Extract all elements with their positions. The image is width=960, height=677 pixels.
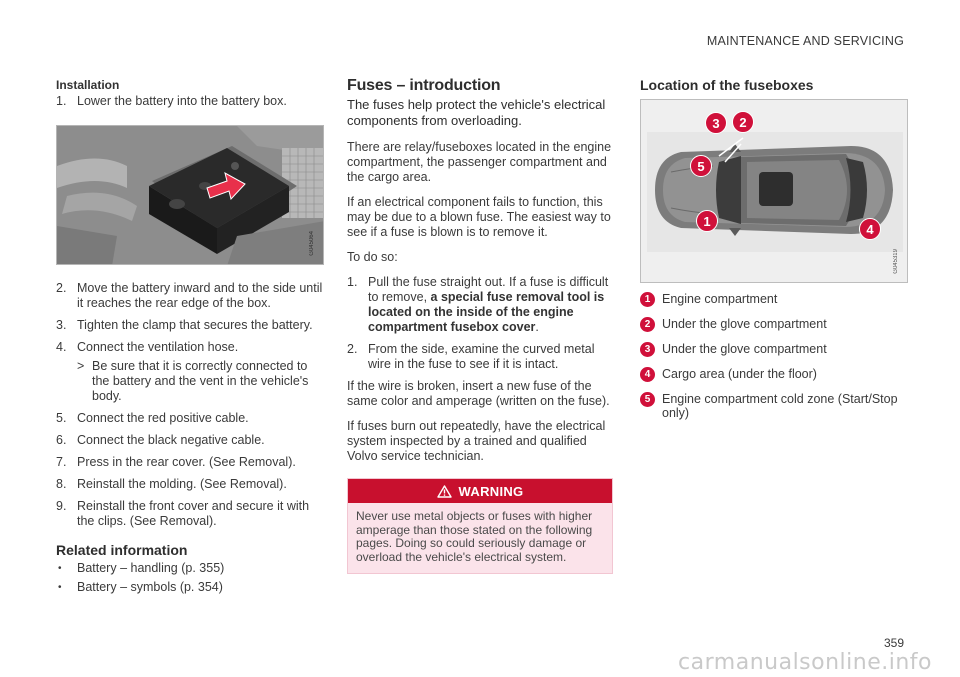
substep-text: Be sure that it is correctly connected to the battery and the vent in the vehicle's body.: [92, 359, 309, 403]
paragraph: If fuses burn out repeatedly, have the electrical system inspected by a trained and qualified Volvo service technician.: [347, 419, 606, 463]
legend-item: [640, 342, 908, 356]
related-link-text[interactable]: Battery – handling (p. 355): [77, 561, 225, 575]
related-links: [56, 561, 324, 595]
legend-text: Under the glove compartment: [662, 342, 827, 356]
step-number: 2.: [347, 342, 358, 356]
related-information-heading: Related information: [56, 542, 188, 558]
fuses-column: [347, 78, 613, 574]
bullet: •: [58, 582, 62, 593]
step-text-end: .: [535, 320, 539, 334]
legend-badge: 1: [640, 292, 655, 307]
fuses-heading: Fuses – introduction: [347, 77, 501, 94]
figure-code: G045319: [893, 249, 899, 274]
warning-title: WARNING: [458, 483, 524, 499]
step-number: 1.: [56, 94, 67, 108]
warning-text: Never use metal objects or fuses with higher amperage than those stated on the following pages. Doing so could seriously damage or overload the vehicle's electrical system.: [356, 509, 593, 564]
step-item: [56, 411, 324, 426]
step-item: [56, 433, 324, 448]
step-text: From the side, examine the curved metal wire in the fuse to see if it is intact.: [368, 342, 595, 371]
installation-heading: Installation: [56, 78, 120, 92]
battery-illustration-icon: [57, 126, 324, 265]
section-title: MAINTENANCE AND SERVICING: [706, 34, 904, 48]
step-item: [56, 281, 324, 311]
fuses-intro: The fuses help protect the vehicle's electrical components from overloading.: [347, 97, 606, 128]
legend-badge: 5: [640, 392, 655, 407]
legend-item: [640, 367, 908, 381]
step-item: [56, 477, 324, 492]
step-item: [56, 318, 324, 333]
step-item: [347, 342, 613, 372]
step-number: 3.: [56, 318, 67, 332]
step-text: Lower the battery into the battery box.: [77, 94, 287, 108]
step-item: [56, 499, 324, 529]
related-link-text[interactable]: Battery – symbols (p. 354): [77, 580, 223, 594]
step-number: 2.: [56, 281, 67, 295]
legend-item: [640, 292, 908, 306]
legend-badge: 2: [640, 317, 655, 332]
car-badge-2: 2: [732, 111, 754, 133]
step-text: Connect the black negative cable.: [77, 433, 265, 447]
fusebox-location-figure: [640, 99, 908, 283]
substep-marker: >: [77, 359, 85, 373]
legend-badge: 4: [640, 367, 655, 382]
paragraph: There are relay/fuseboxes located in the engine compartment, the passenger compartment and the cargo area.: [347, 140, 612, 184]
step-text: Reinstall the molding. (See Removal).: [77, 477, 287, 491]
step-item: [56, 340, 324, 404]
car-badge-5: 5: [690, 155, 712, 177]
paragraph: If the wire is broken, insert a new fuse of the same color and amperage (written on the fuse).: [347, 379, 610, 408]
legend-text: Under the glove compartment: [662, 317, 827, 331]
bullet: •: [58, 563, 62, 574]
installation-column: [56, 78, 324, 599]
step-text-bold: a special fuse removal tool is located on the inside of the engine compartment fusebox cover: [368, 290, 605, 334]
step-item: [56, 455, 324, 470]
step-number: 6.: [56, 433, 67, 447]
page-number: 359: [883, 636, 904, 650]
step-number: 9.: [56, 499, 67, 513]
step-number: 8.: [56, 477, 67, 491]
step-number: 5.: [56, 411, 67, 425]
legend-text: Engine compartment cold zone (Start/Stop only): [662, 392, 898, 420]
step-text: Pull the fuse straight out. If a fuse is difficult to remove,: [368, 275, 609, 304]
legend-item: [640, 317, 908, 331]
car-badge-3: 3: [705, 112, 727, 134]
step-text: Connect the red positive cable.: [77, 411, 249, 425]
step-number: 4.: [56, 340, 67, 354]
step-text: Move the battery inward and to the side until it reaches the rear edge of the box.: [77, 281, 323, 310]
step-item: [347, 275, 613, 335]
step-substep: [77, 359, 324, 404]
fuse-steps: [347, 275, 613, 372]
step-text: Press in the rear cover. (See Removal).: [77, 455, 296, 469]
related-link[interactable]: [56, 580, 324, 595]
legend-text: Cargo area (under the floor): [662, 367, 817, 381]
fusebox-legend: [640, 292, 908, 420]
warning-box: [347, 478, 613, 574]
legend-badge: 3: [640, 342, 655, 357]
installation-steps: [56, 281, 324, 529]
step-text: Reinstall the front cover and secure it with the clips. (See Removal).: [77, 499, 310, 528]
step-item: [56, 94, 324, 109]
warning-header: [348, 479, 612, 503]
paragraph: If an electrical component fails to function, this may be due to a blown fuse. The easiest way to see if a fuse is blown is to remove it.: [347, 195, 611, 239]
step-text: Connect the ventilation hose.: [77, 340, 239, 354]
watermark: carmanualsonline.info: [678, 650, 932, 675]
warning-triangle-icon: [437, 485, 452, 498]
related-link[interactable]: [56, 561, 324, 576]
car-top-view-icon: [641, 100, 908, 283]
fusebox-location-column: [640, 78, 908, 431]
installation-step-1: [56, 94, 324, 109]
car-badge-4: 4: [859, 218, 881, 240]
legend-item: [640, 392, 908, 420]
figure-code: G045064: [309, 231, 315, 256]
car-badge-1: 1: [696, 210, 718, 232]
step-number: 1.: [347, 275, 358, 289]
battery-installation-figure: [56, 125, 324, 265]
location-heading: Location of the fuseboxes: [640, 77, 814, 93]
paragraph: To do so:: [347, 250, 398, 264]
legend-text: Engine compartment: [662, 292, 778, 306]
step-text: Tighten the clamp that secures the battery.: [77, 318, 313, 332]
step-number: 7.: [56, 455, 67, 469]
